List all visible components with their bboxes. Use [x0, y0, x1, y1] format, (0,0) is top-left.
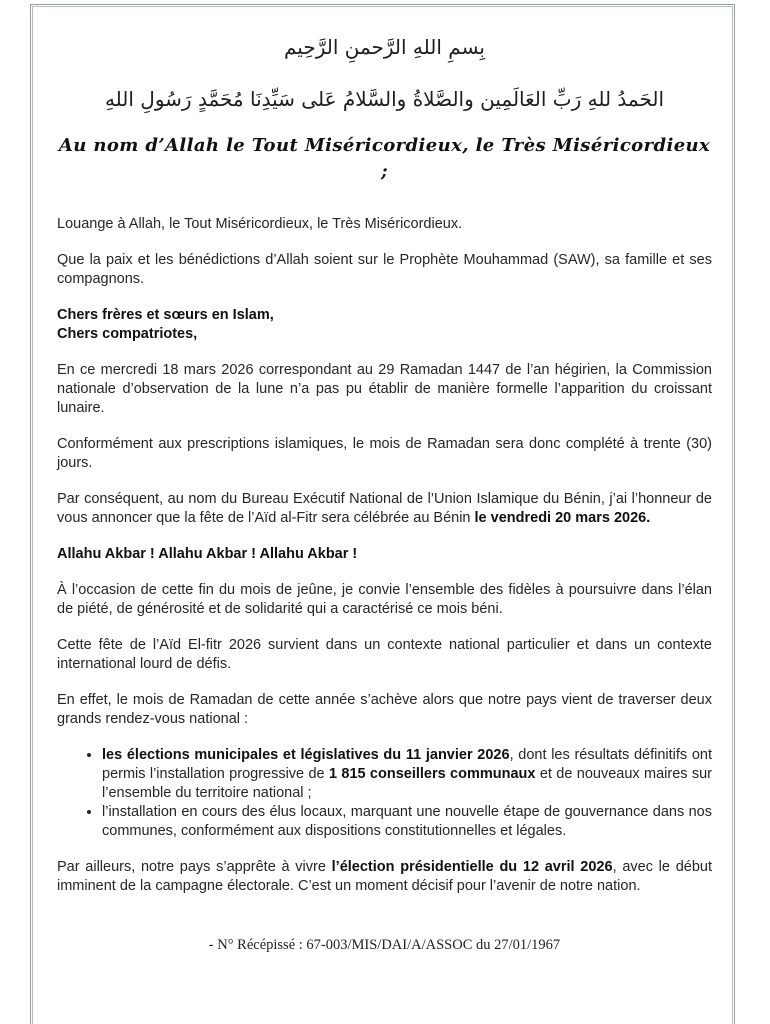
- basmala-arabic: بِسمِ اللهِ الرَّحمنِ الرَّحِيم: [283, 35, 485, 59]
- paragraph-presidentielle: Par ailleurs, notre pays s’apprête à vivre l’élection présidentielle du 12 avril 2026, avec le début imminent de la campagne électorale. C’est un moment décisif pour l’avenir de notre nation.: [57, 859, 712, 894]
- paragraph-annonce-aid: Par conséquent, au nom du Bureau Exécutif National de l’Union Islamique du Bénin, j’ai l’honneur de vous annoncer que la fête de l’Aïd al-Fitr sera célébrée au Bénin le vendredi 20 mars 2026.: [57, 491, 712, 526]
- bullet-item: • l’installation en cours des élus locaux, marquant une nouvelle étape de gouvernance dans nos communes, conformément aux dispositions constitutionnelles et légales.: [102, 803, 712, 841]
- page-border-inner: [32, 6, 733, 1024]
- document-body: [57, 215, 712, 896]
- paragraph-contexte: Cette fête de l’Aïd El-fitr 2026 survient dans un contexte national particulier et dans un contexte international lourd de défis.: [57, 637, 712, 672]
- salutation-block: Chers frères et sœurs en Islam, Chers compatriotes,: [57, 307, 274, 342]
- page-border: [30, 4, 735, 1024]
- recepisse-footer: - N° Récépissé : 67-003/MIS/DAI/A/ASSOC du 27/01/1967: [208, 937, 561, 953]
- paragraph-fin-jeune: À l’occasion de cette fin du mois de jeûne, je convie l’ensemble des fidèles à poursuivre dans l’élan de piété, de générosité et de solidarité qui a caractérisé ce mois béni.: [57, 582, 712, 617]
- bold-text: le vendredi 20 mars 2026.: [474, 510, 651, 526]
- hamdala-arabic: الحَمدُ للهِ رَبِّ العَالَمِين والصَّلاةُ والسَّلامُ عَلى سَيِّدِنَا مُحَمَّدٍ رَسُولِ اللهِ: [104, 87, 665, 111]
- bullet-item: • les élections municipales et législatives du 11 janvier 2026, dont les résultats définitifs ont permis l’installation progressive de 1 815 conseillers communaux et de nouveaux maires sur l’ensemble du territoire national ;: [102, 746, 712, 803]
- paragraph-trente-jours: Conformément aux prescriptions islamiques, le mois de Ramadan sera donc complété à trente (30) jours.: [57, 436, 712, 471]
- bold-text: 1 815 conseillers communaux: [328, 766, 536, 782]
- paragraph-louange: Louange à Allah, le Tout Miséricordieux, le Très Miséricordieux.: [57, 216, 463, 232]
- takbir-line: Allahu Akbar ! Allahu Akbar ! Allahu Akbar !: [57, 546, 358, 562]
- bold-text: les élections municipales et législatives du 11 janvier 2026: [102, 747, 510, 763]
- paragraph-paix: Que la paix et les bénédictions d’Allah soient sur le Prophète Mouhammad (SAW), sa famille et ses compagnons.: [57, 252, 712, 287]
- invocation-french: Au nom d’Allah le Tout Miséricordieux, le Très Miséricordieux ;: [58, 135, 711, 182]
- bullet-list-elections: [57, 746, 712, 841]
- paragraph-observation-lune: En ce mercredi 18 mars 2026 correspondant au 29 Ramadan 1447 de l’an hégirien, la Commission nationale d’observation de la lune n’a pas pu établir de manière formelle l’apparition du croissant lunaire.: [57, 362, 712, 416]
- paragraph-rendez-vous: En effet, le mois de Ramadan de cette année s’achève alors que notre pays vient de traverser deux grands rendez-vous national :: [57, 692, 712, 727]
- bold-text: l’élection présidentielle du 12 avril 2026: [331, 859, 613, 875]
